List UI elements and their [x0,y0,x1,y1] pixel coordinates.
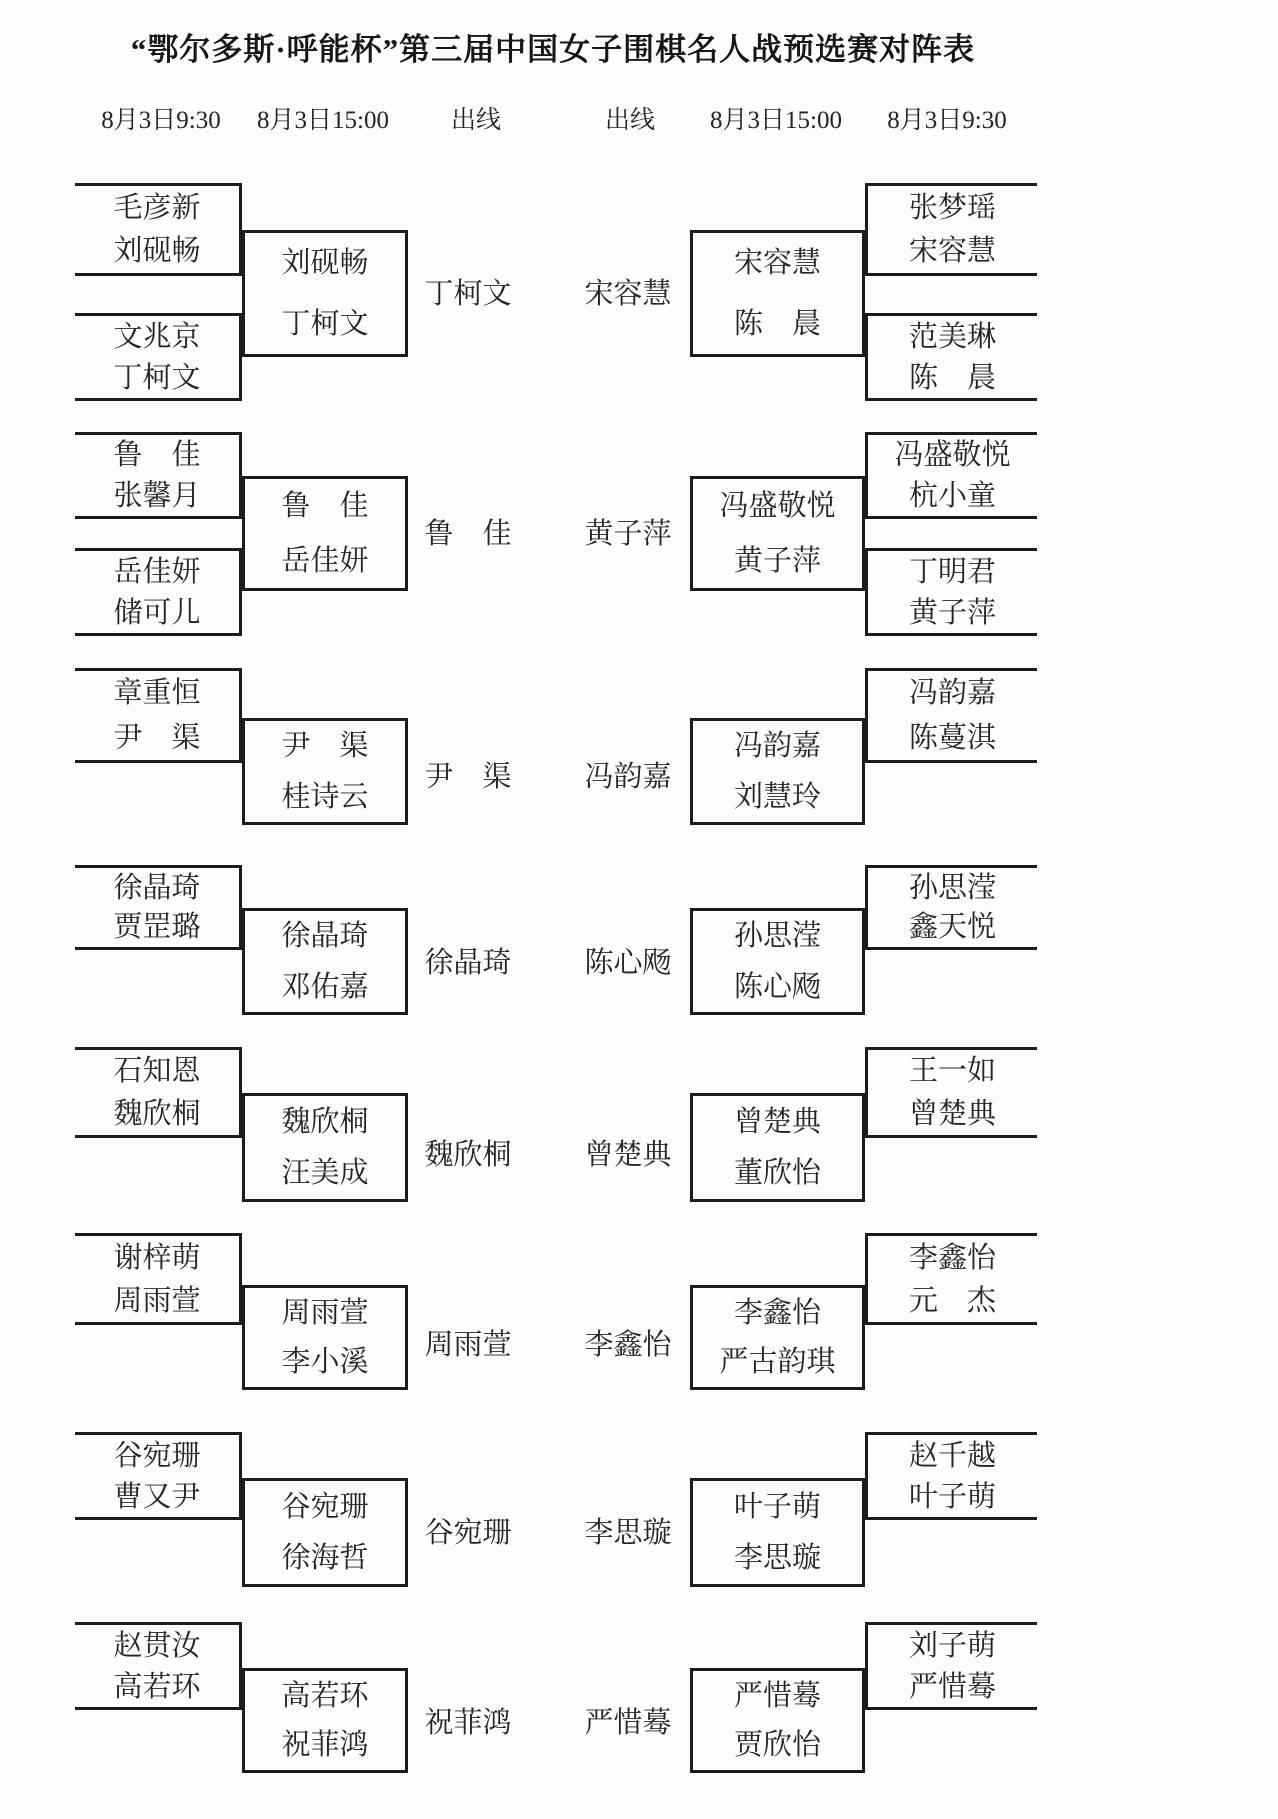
header-right-advance: 出线 [604,107,656,134]
player-name: 尹 渠 [281,730,369,763]
player-name: 冯盛敬悦 [719,490,836,523]
player-name: 李鑫怡 [908,1241,996,1274]
winner-name: 李思璇 [584,1517,672,1549]
round1-match-box [865,1047,1037,1138]
winner-name: 冯韵嘉 [584,761,672,793]
player-name: 叶子萌 [908,1480,996,1513]
round2-match-box [690,1668,865,1773]
player-name: 冯韵嘉 [908,677,996,710]
round2-match-box [242,230,408,357]
round1-match-box [75,1047,242,1138]
header-left-round2-time: 8月3日15:00 [257,107,389,134]
player-name: 严古韵琪 [719,1346,836,1379]
player-name: 严惜蓦 [733,1679,821,1712]
player-name: 周雨萱 [281,1296,369,1329]
round2-match-box [690,1093,865,1202]
round2-match-box [690,1478,865,1587]
player-name: 丁柯文 [281,307,369,340]
header-left-advance: 出线 [450,107,502,134]
round1-match-box [865,313,1037,401]
player-name: 宋容慧 [733,247,821,280]
player-name: 魏欣桐 [281,1105,369,1138]
player-name: 黄子萍 [733,544,821,577]
player-name: 李鑫怡 [733,1296,821,1329]
player-name: 陈 晨 [733,307,821,340]
player-name: 曾楚典 [733,1105,821,1138]
player-name: 冯韵嘉 [733,730,821,763]
round2-match-box [242,718,408,825]
round2-match-box [690,908,865,1015]
player-name: 李小溪 [281,1346,369,1379]
winner-name: 曾楚典 [584,1139,672,1171]
player-name: 徐晶琦 [281,920,369,953]
player-name: 汪美成 [281,1157,369,1190]
round2-match-box [242,1285,408,1390]
winner-name: 宋容慧 [584,278,672,310]
player-name: 毛彦新 [113,191,201,224]
player-name: 宋容慧 [908,235,996,268]
player-name: 孙思滢 [733,920,821,953]
winner-name: 黄子萍 [584,518,672,550]
round2-match-box [242,1093,408,1202]
player-name: 石知恩 [113,1055,201,1088]
round1-match-box [75,1233,242,1325]
player-name: 丁柯文 [113,361,201,394]
winner-name: 李鑫怡 [584,1329,672,1361]
player-name: 尹 渠 [113,721,201,754]
round2-match-box [690,718,865,825]
player-name: 谷宛珊 [281,1490,369,1523]
winner-name: 谷宛珊 [424,1517,512,1549]
player-name: 赵千越 [908,1439,996,1472]
round1-match-box [865,1622,1037,1710]
player-name: 叶子萌 [733,1490,821,1523]
player-name: 章重恒 [113,677,201,710]
round1-match-box [865,865,1037,950]
player-name: 冯盛敬悦 [894,439,1011,472]
header-right-round1-time: 8月3日9:30 [887,107,1007,134]
winner-name: 陈心飏 [584,947,672,979]
player-name: 刘砚畅 [281,247,369,280]
round1-match-box [75,432,242,519]
player-name: 黄子萍 [908,596,996,629]
player-name: 岳佳妍 [281,544,369,577]
round1-match-box [865,432,1037,519]
player-name: 谢梓萌 [113,1241,201,1274]
winner-name: 丁柯文 [424,278,512,310]
round1-match-box [75,668,242,763]
player-name: 陈 晨 [908,361,996,394]
header-left-round1-time: 8月3日9:30 [101,107,221,134]
winner-name: 周雨萱 [424,1329,512,1361]
player-name: 贾欣怡 [733,1729,821,1762]
player-name: 陈蔓淇 [908,721,996,754]
player-name: 魏欣桐 [113,1097,201,1130]
player-name: 张馨月 [113,479,201,512]
player-name: 贾罡璐 [113,911,201,944]
round2-match-box [242,476,408,591]
header-right-round2-time: 8月3日15:00 [710,107,842,134]
player-name: 丁明君 [908,555,996,588]
player-name: 谷宛珊 [113,1439,201,1472]
player-name: 邓佑嘉 [281,970,369,1003]
winner-name: 鲁 佳 [424,518,512,550]
round1-match-box [865,668,1037,763]
round1-match-box [75,548,242,636]
player-name: 陈心飏 [733,970,821,1003]
player-name: 桂诗云 [281,780,369,813]
player-name: 徐海哲 [281,1542,369,1575]
player-name: 赵贯汝 [113,1629,201,1662]
round1-match-box [865,183,1037,276]
player-name: 徐晶琦 [113,871,201,904]
player-name: 董欣怡 [733,1157,821,1190]
player-name: 岳佳妍 [113,555,201,588]
player-name: 储可儿 [113,596,201,629]
player-name: 文兆京 [113,320,201,353]
round2-match-box [242,908,408,1015]
player-name: 张梦瑶 [908,191,996,224]
player-name: 高若环 [113,1670,201,1703]
round1-match-box [75,1432,242,1520]
winner-name: 祝菲鸿 [424,1707,512,1739]
round2-match-box [242,1668,408,1773]
player-name: 周雨萱 [113,1284,201,1317]
player-name: 刘砚畅 [113,235,201,268]
player-name: 祝菲鸿 [281,1729,369,1762]
player-name: 鲁 佳 [113,439,201,472]
round2-match-box [690,476,865,591]
player-name: 王一如 [908,1055,996,1088]
player-name: 李思璇 [733,1542,821,1575]
round1-match-box [75,183,242,276]
player-name: 刘子萌 [908,1629,996,1662]
player-name: 鑫天悦 [908,911,996,944]
round1-match-box [865,1233,1037,1325]
round2-match-box [690,230,865,357]
winner-name: 尹 渠 [424,761,512,793]
player-name: 杭小童 [908,479,996,512]
player-name: 范美琳 [908,320,996,353]
round1-match-box [865,548,1037,636]
round1-match-box [75,1622,242,1710]
round1-match-box [75,865,242,950]
player-name: 曹又尹 [113,1480,201,1513]
page-title: “鄂尔多斯·呼能杯”第三届中国女子围棋名人战预选赛对阵表 [130,32,976,67]
round2-match-box [690,1285,865,1390]
winner-name: 徐晶琦 [424,947,512,979]
round1-match-box [75,313,242,401]
player-name: 曾楚典 [908,1097,996,1130]
round1-match-box [865,1432,1037,1520]
player-name: 鲁 佳 [281,490,369,523]
player-name: 严惜蓦 [908,1670,996,1703]
player-name: 高若环 [281,1679,369,1712]
winner-name: 严惜蓦 [584,1707,672,1739]
round2-match-box [242,1478,408,1587]
winner-name: 魏欣桐 [424,1139,512,1171]
player-name: 孙思滢 [908,871,996,904]
player-name: 元 杰 [908,1284,996,1317]
player-name: 刘慧玲 [733,780,821,813]
